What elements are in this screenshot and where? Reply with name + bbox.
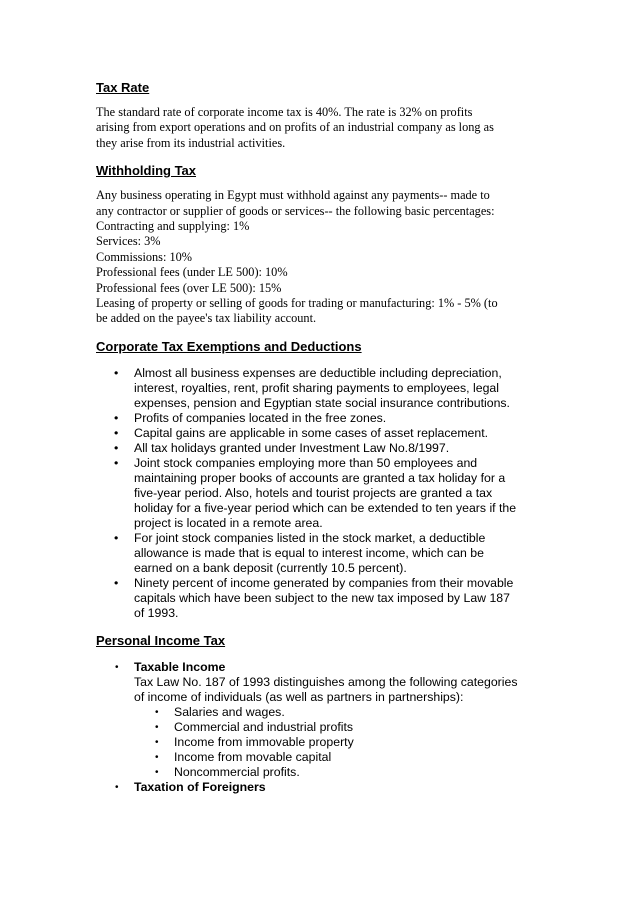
list-item — [134, 720, 556, 735]
list-item — [96, 660, 556, 780]
taxation-of-foreigners-title: Taxation of Foreigners — [134, 779, 266, 794]
bullet-icon: • — [114, 455, 119, 470]
text-line: arising from export operations and on profits of an industrial company as long as — [96, 120, 494, 135]
bullet-icon: • — [114, 425, 119, 440]
text-line: Leasing of property or selling of goods for trading or manufacturing: 1% - 5% (to — [96, 296, 498, 311]
list-item — [134, 705, 556, 720]
text-line: Noncommercial profits. — [174, 764, 300, 779]
text-line: project is located in a remote area. — [134, 515, 323, 530]
withholding-tax-paragraph — [96, 188, 556, 327]
text-line: For joint stock companies listed in the stock market, a deductible — [134, 530, 486, 545]
text-line: earned on a bank deposit (currently 10.5 percent). — [134, 560, 407, 575]
bullet-icon: • — [155, 706, 159, 718]
text-line: Contracting and supplying: 1% — [96, 219, 250, 234]
text-line: expenses, pension and Egyptian state social insurance contributions. — [134, 395, 510, 410]
tax-rate-paragraph — [96, 105, 556, 151]
text-line: Capital gains are applicable in some cases of asset replacement. — [134, 425, 489, 440]
text-line: Profits of companies located in the free zones. — [134, 410, 387, 425]
bullet-icon: • — [114, 365, 119, 380]
list-item — [134, 735, 556, 750]
text-line: All tax holidays granted under Investment Law No.8/1997. — [134, 440, 450, 455]
list-item — [96, 531, 556, 576]
list-item — [134, 750, 556, 765]
personal-income-tax-heading: Personal Income Tax — [96, 632, 226, 648]
text-line: of income of individuals (as well as partners in partnerships): — [134, 689, 464, 704]
bullet-icon: • — [115, 781, 119, 793]
text-line: five-year period. Also, hotels and tourist projects are granted a tax — [134, 485, 493, 500]
bullet-icon: • — [155, 751, 159, 763]
text-line: Any business operating in Egypt must withhold against any payments-- made to — [96, 188, 490, 203]
bullet-icon: • — [115, 661, 119, 673]
text-line: maintaining proper books of accounts are granted a tax holiday for a — [134, 470, 506, 485]
tax-rate-heading: Tax Rate — [96, 80, 150, 95]
bullet-icon: • — [155, 721, 159, 733]
exemptions-heading: Corporate Tax Exemptions and Deductions — [96, 338, 362, 354]
bullet-icon: • — [114, 530, 119, 545]
text-line: Almost all business expenses are deductible including depreciation, — [134, 365, 502, 380]
list-item — [96, 426, 556, 441]
bullet-icon: • — [114, 410, 119, 425]
text-line: they arise from its industrial activities. — [96, 135, 286, 150]
list-item — [96, 456, 556, 531]
list-item — [134, 765, 556, 780]
list-item — [96, 780, 556, 795]
text-line: holiday for a five-year period which can be extended to ten years if the — [134, 500, 517, 515]
taxable-income-title: Taxable Income — [134, 659, 226, 674]
list-item — [96, 576, 556, 621]
list-item — [96, 441, 556, 456]
text-line: Professional fees (under LE 500): 10% — [96, 265, 288, 280]
text-line: Ninety percent of income generated by companies from their movable — [134, 575, 514, 590]
text-line: capitals which have been subject to the new tax imposed by Law 187 — [134, 590, 510, 605]
text-line: any contractor or supplier of goods or services-- the following basic percentages: — [96, 203, 495, 218]
bullet-icon: • — [114, 440, 119, 455]
text-line: be added on the payee's tax liability account. — [96, 311, 317, 326]
bullet-icon: • — [114, 575, 119, 590]
text-line: Services: 3% — [96, 234, 161, 249]
text-line: The standard rate of corporate income tax is 40%. The rate is 32% on profits — [96, 105, 473, 119]
text-line: Salaries and wages. — [174, 704, 285, 719]
bullet-icon: • — [155, 766, 159, 778]
text-line: Commercial and industrial profits — [174, 719, 354, 734]
text-line: Income from immovable property — [174, 734, 354, 749]
text-line: Commissions: 10% — [96, 249, 192, 264]
exemptions-list — [96, 366, 556, 621]
text-line: Tax Law No. 187 of 1993 distinguishes among the following categories — [134, 674, 518, 689]
list-item — [96, 366, 556, 411]
text-line: Professional fees (over LE 500): 15% — [96, 280, 282, 295]
text-line: of 1993. — [134, 605, 179, 620]
text-line: Joint stock companies employing more than 50 employees and — [134, 455, 478, 470]
list-item — [96, 411, 556, 426]
document-page — [96, 80, 556, 795]
withholding-tax-heading: Withholding Tax — [96, 163, 197, 179]
personal-income-tax-list — [96, 660, 556, 795]
text-line: Income from movable capital — [174, 749, 332, 764]
text-line: interest, royalties, rent, profit sharing payments to employees, legal — [134, 380, 499, 395]
income-categories-list — [134, 705, 556, 780]
text-line: allowance is made that is equal to interest income, which can be — [134, 545, 484, 560]
bullet-icon: • — [155, 736, 159, 748]
